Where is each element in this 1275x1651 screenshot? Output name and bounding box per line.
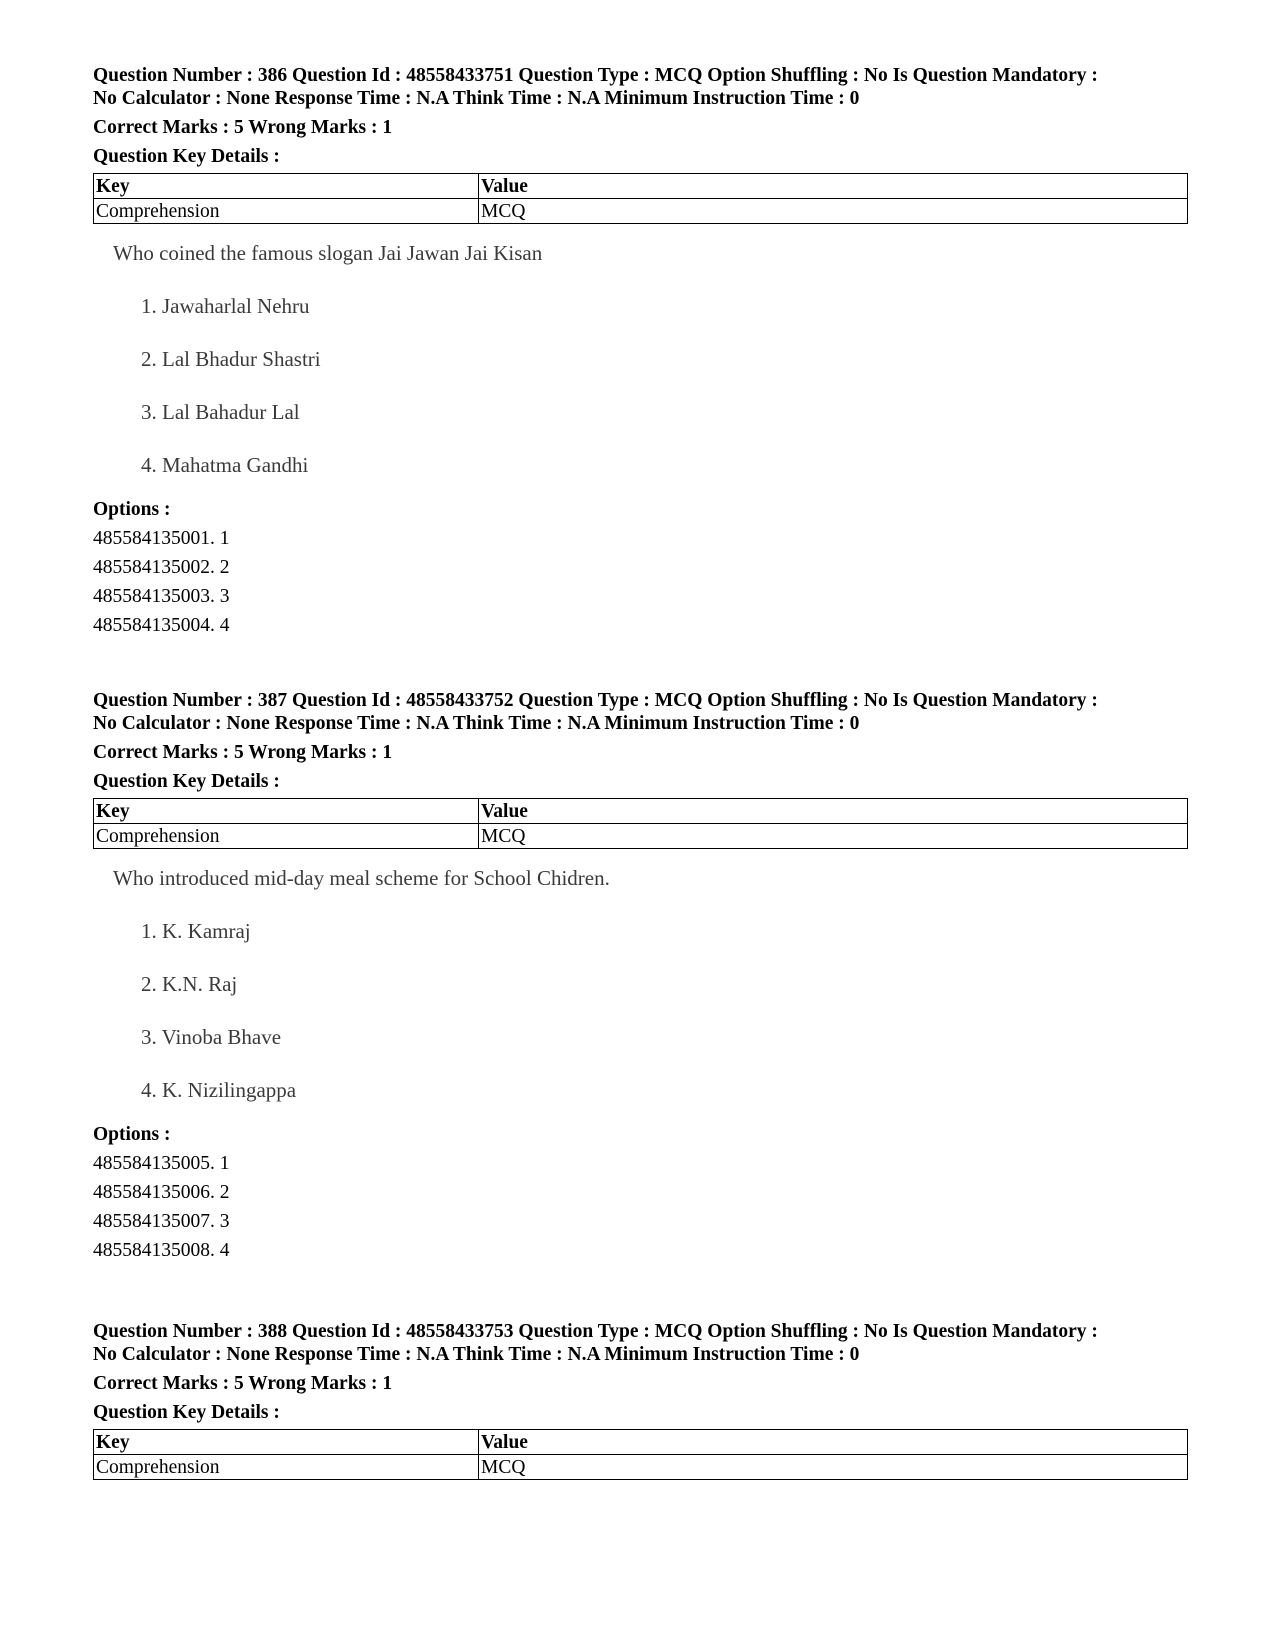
choice-item: 1. K. Kamraj [141, 919, 251, 943]
key-details-label: Question Key Details : [93, 1402, 280, 1423]
choice-item: 2. K.N. Raj [141, 972, 238, 996]
value-header-cell: Value [479, 799, 1188, 824]
key-details-table [93, 1429, 1188, 1480]
question-block-388 [93, 1320, 1188, 1480]
question-meta-line-2: No Calculator : None Response Time : N.A Think Time : N.A Minimum Instruction Time : 0 [93, 88, 860, 109]
key-table-row [94, 199, 1188, 224]
choice-item: 3. Vinoba Bhave [141, 1025, 282, 1049]
key-details-label: Question Key Details : [93, 146, 280, 167]
value-cell: MCQ [479, 199, 1188, 224]
key-header-cell: Key [94, 1430, 479, 1455]
question-meta-line-1: Question Number : 386 Question Id : 48558433751 Question Type : MCQ Option Shuffling : No Is Question Mandatory : [93, 65, 1098, 86]
key-table-header-row [94, 174, 1188, 199]
question-meta-line-1: Question Number : 388 Question Id : 48558433753 Question Type : MCQ Option Shuffling : No Is Question Mandatory : [93, 1321, 1098, 1342]
question-meta-line-1: Question Number : 387 Question Id : 48558433752 Question Type : MCQ Option Shuffling : No Is Question Mandatory : [93, 690, 1098, 711]
question-meta-line-2: No Calculator : None Response Time : N.A Think Time : N.A Minimum Instruction Time : 0 [93, 713, 860, 734]
marks-line: Correct Marks : 5 Wrong Marks : 1 [93, 117, 393, 138]
value-header-cell: Value [479, 174, 1188, 199]
option-id-row: 485584135002. 2 [93, 557, 230, 578]
choice-list [113, 918, 1188, 1103]
key-cell: Comprehension [94, 824, 479, 849]
question-text: Who introduced mid-day meal scheme for School Chidren. [113, 866, 610, 890]
choice-item: 3. Lal Bahadur Lal [141, 400, 300, 424]
key-table-header-row [94, 799, 1188, 824]
option-id-row: 485584135005. 1 [93, 1153, 230, 1174]
choice-item: 2. Lal Bhadur Shastri [141, 347, 321, 371]
option-id-list [93, 1149, 1188, 1265]
key-header-cell: Key [94, 174, 479, 199]
key-header-cell: Key [94, 799, 479, 824]
key-details-label: Question Key Details : [93, 771, 280, 792]
value-cell: MCQ [479, 824, 1188, 849]
option-id-row: 485584135007. 3 [93, 1211, 230, 1232]
question-text: Who coined the famous slogan Jai Jawan Jai Kisan [113, 241, 543, 265]
marks-line: Correct Marks : 5 Wrong Marks : 1 [93, 742, 393, 763]
choice-item: 4. Mahatma Gandhi [141, 453, 309, 477]
question-meta-line-2: No Calculator : None Response Time : N.A Think Time : N.A Minimum Instruction Time : 0 [93, 1344, 860, 1365]
key-cell: Comprehension [94, 199, 479, 224]
key-cell: Comprehension [94, 1455, 479, 1480]
options-label: Options : [93, 499, 171, 520]
option-id-row: 485584135008. 4 [93, 1240, 230, 1261]
value-cell: MCQ [479, 1455, 1188, 1480]
options-label: Options : [93, 1124, 171, 1145]
option-id-row: 485584135003. 3 [93, 586, 230, 607]
choice-item: 4. K. Nizilingappa [141, 1078, 297, 1102]
question-image [113, 240, 1188, 478]
question-image [113, 865, 1188, 1103]
key-details-table [93, 798, 1188, 849]
choice-item: 1. Jawaharlal Nehru [141, 294, 310, 318]
question-block-387 [93, 689, 1188, 1265]
option-id-row: 485584135004. 4 [93, 615, 230, 636]
question-block-386 [93, 64, 1188, 640]
option-id-row: 485584135006. 2 [93, 1182, 230, 1203]
marks-line: Correct Marks : 5 Wrong Marks : 1 [93, 1373, 393, 1394]
key-table-header-row [94, 1430, 1188, 1455]
option-id-list [93, 524, 1188, 640]
choice-list [113, 293, 1188, 478]
value-header-cell: Value [479, 1430, 1188, 1455]
key-table-row [94, 824, 1188, 849]
key-table-row [94, 1455, 1188, 1480]
key-details-table [93, 173, 1188, 224]
option-id-row: 485584135001. 1 [93, 528, 230, 549]
